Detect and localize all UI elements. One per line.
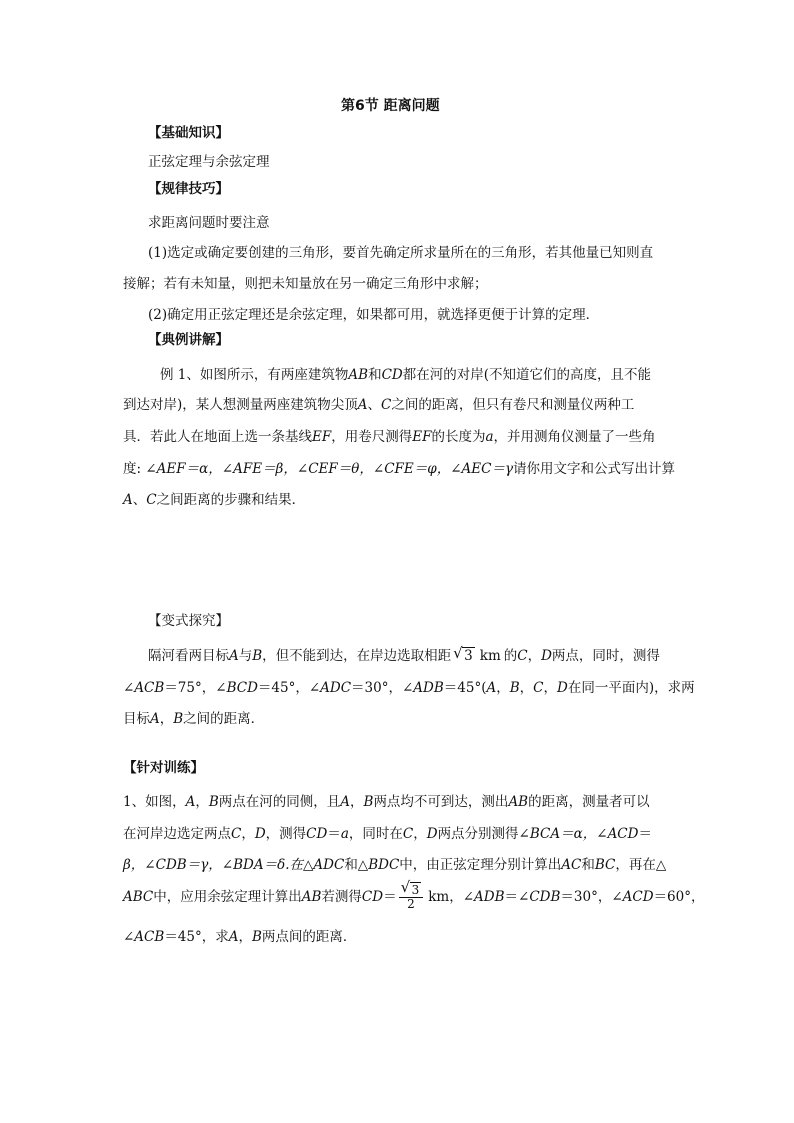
example-line-4: 度: ∠AEF＝α，∠AFE＝β，∠CEF＝θ，∠CFE＝φ，∠AEC＝γ请你用文字和公式写出计算 bbox=[123, 461, 676, 477]
training-line-4: ABC中，应用余弦定理计算出AB若测得CD＝ √ 3 2 km，∠ADB＝∠CDB＝30°，∠ACD＝60°， bbox=[123, 878, 705, 911]
training-header: 【针对训练】 bbox=[123, 760, 204, 776]
sqrt-symbol: √ 3 bbox=[453, 644, 473, 664]
page-title: 第6节 距离问题 bbox=[341, 98, 440, 114]
training-line-1: 1、如图，A，B两点在河的同侧，且A，B两点均不可到达，测出AB的距离，测量者可以 bbox=[123, 794, 650, 810]
basic-knowledge-header: 【基础知识】 bbox=[148, 125, 229, 141]
skills-header: 【规律技巧】 bbox=[148, 181, 229, 197]
example-line-3: 具．若此人在地面上选一条基线EF，用卷尺测得EF的长度为a，并用测角仪测量了一些角 bbox=[123, 429, 656, 445]
training-line-2: 在河岸边选定两点C，D，测得CD＝a，同时在C，D两点分别测得∠BCA＝α，∠ACD＝ bbox=[123, 826, 652, 842]
skills-point-1b: 接解；若有未知量，则把未知量放在另一确定三角形中求解； bbox=[123, 276, 488, 292]
fraction-sqrt3-over-2: √ 3 2 bbox=[399, 884, 424, 911]
skills-point-2: (2)确定用正弦定理还是余弦定理，如果都可用，就选择更便于计算的定理． bbox=[148, 307, 600, 323]
variant-line-3: 目标A，B之间的距离． bbox=[123, 711, 265, 727]
example-line-2: 到达对岸)，某人想测量两座建筑物尖顶A、C之间的距离，但只有卷尺和测量仪两种工 bbox=[123, 397, 635, 413]
example-line-5: A、C之间距离的步骤和结果． bbox=[123, 492, 306, 508]
variant-line-1: 隔河看两目标A与B，但不能到达，在岸边选取相距 √ 3 km 的C，D两点，同时，测得 bbox=[148, 644, 660, 664]
training-line-3: β，∠CDB＝γ，∠BDA＝δ.在△ADC和△BDC中，由正弦定理分别计算出AC和BC，再在△ bbox=[123, 857, 667, 873]
skills-point-1a: (1)选定或确定要创建的三角形，要首先确定所求量所在的三角形，若其他量已知则直 bbox=[148, 245, 654, 261]
example-header: 【典例讲解】 bbox=[148, 332, 229, 348]
example-line-1: 例 1、如图所示，有两座建筑物AB和CD都在河的对岸(不知道它们的高度，且不能 bbox=[160, 367, 651, 383]
basic-knowledge-text: 正弦定理与余弦定理 bbox=[148, 154, 270, 170]
training-line-5: ∠ACB＝45°，求A，B两点间的距离． bbox=[123, 929, 357, 945]
variant-line-2: ∠ACB＝75°，∠BCD＝45°，∠ADC＝30°，∠ADB＝45°(A，B，C，D在同一平面内)，求两 bbox=[123, 680, 695, 696]
skills-intro: 求距离问题时要注意 bbox=[148, 215, 270, 231]
variant-header: 【变式探究】 bbox=[148, 613, 229, 629]
